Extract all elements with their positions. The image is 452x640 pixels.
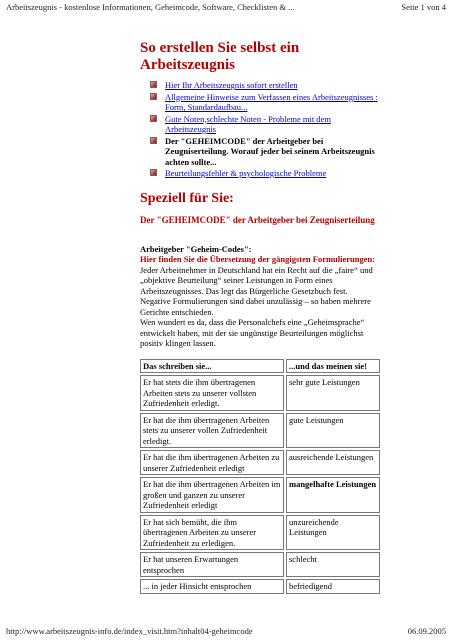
print-footer-date: 06.09.2005 bbox=[407, 626, 446, 636]
meaning-cell: gute Leistungen bbox=[286, 413, 380, 449]
section-title: Der "GEHEIMCODE" der Arbeitgeber bei Zeugniserteilung bbox=[140, 214, 375, 225]
link-list-item[interactable] bbox=[140, 92, 380, 113]
meaning-cell: ausreichende Leistungen bbox=[286, 450, 380, 475]
nav-link[interactable]: Gute Noten,schlechte Noten - Probleme mit dem Arbeitszeugnis bbox=[165, 113, 331, 134]
phrase-cell: ... in jeder Hinsicht entsprochen bbox=[140, 579, 284, 594]
phrase-cell: Er hat die ihm übertragenen Arbeiten stets zu unserer vollen Zufriedenheit erledigt. bbox=[140, 413, 284, 449]
phrase-cell: Er hat die ihm übertragenen Arbeiten zu unserer Zufriedenheit erledigt bbox=[140, 450, 284, 475]
link-list-item[interactable] bbox=[140, 168, 380, 179]
meaning-cell: mangelhafte Leistungen bbox=[286, 477, 380, 513]
meaning-cell: schlecht bbox=[286, 552, 380, 577]
table-header-phrase: Das schreiben sie... bbox=[140, 359, 284, 374]
bullet-icon bbox=[150, 81, 157, 88]
current-topic-label: Der "GEHEIMCODE" der Arbeitgeber bei Zeugniserteilung. Worauf jeder bei seinem Arbeitszeugnis achten sollte... bbox=[165, 135, 375, 167]
table-row bbox=[140, 579, 380, 594]
intro-paragraph-1: Jeder Arbeitnehmer in Deutschland hat ein Recht auf die „faire“ und „objektive Beurteilung“ seiner Leistungen in Form eines Arbeitszeugnisses. Das legt das Bürgerliche Gesetzbuch fest. Negative Formulierungen sind dabei unzulässig – so haben mehrere Gerichte entschieden. bbox=[140, 264, 373, 317]
bullet-icon bbox=[150, 93, 157, 100]
sub-title: Speziell für Sie: bbox=[140, 190, 234, 206]
phrase-cell: Er hat unseren Erwartungen entsprochen bbox=[140, 552, 284, 577]
intro-subheading: Hier finden Sie die Übersetzung der gängigsten Formulierungen: bbox=[140, 254, 376, 264]
print-header bbox=[6, 2, 446, 12]
phrase-cell: Er hat die ihm übertragenen Arbeiten im großen und ganzen zu unserer Zufriedenheit erledigt bbox=[140, 477, 284, 513]
link-list-item[interactable] bbox=[140, 114, 380, 135]
meaning-cell: sehr gute Leistungen bbox=[286, 375, 380, 411]
phrase-cell: Er hat stets die ihm übertragenen Arbeiten stets zu unserer vollsten Zufriedenheit erledigt. bbox=[140, 375, 284, 411]
table-row bbox=[140, 375, 380, 411]
meaning-cell: unzureichende Leistungen bbox=[286, 515, 380, 551]
bullet-icon bbox=[150, 137, 157, 144]
nav-link[interactable]: Allgemeine Hinweise zum Verfassen eines Arbeitszeugnisses : Form, Standardaufbau... bbox=[165, 91, 378, 112]
table-row bbox=[140, 413, 380, 449]
table-row bbox=[140, 552, 380, 577]
print-header-title: Arbeitszeugnis - kostenlose Informationen, Geheimcode, Software, Checklisten & ... bbox=[6, 2, 295, 12]
page-content bbox=[140, 40, 380, 596]
nav-link[interactable]: Beurteilungsfehler & psychologische Probleme bbox=[165, 168, 327, 178]
main-title: So erstellen Sie selbst ein Arbeitszeugnis bbox=[140, 40, 300, 73]
meaning-cell: befriedigend bbox=[286, 579, 380, 594]
bullet-icon bbox=[150, 169, 157, 176]
link-list bbox=[140, 80, 380, 179]
link-list-item bbox=[140, 136, 380, 168]
intro-paragraph-2: Wen wundert es da, dass die Personalchefs eine „Geheimsprache“ entwickelt haben, mit der sie ungünstige Beurteilungen möglichst positiv klingen lassen. bbox=[140, 317, 365, 348]
intro-heading: Arbeitgeber "Geheim-Codes": bbox=[140, 243, 252, 254]
phrase-cell: Er hat sich bemüht, die ihm übertragenen Arbeiten zu unserer Zufriedenheit zu erledigen. bbox=[140, 515, 284, 551]
print-footer-url: http://www.arbeitszeugnis-info.de/index_visit.htm?inhalt04-geheimcode bbox=[6, 626, 253, 636]
table-row bbox=[140, 477, 380, 513]
table-header-row bbox=[140, 359, 380, 374]
table-row bbox=[140, 450, 380, 475]
print-header-page: Seite 1 von 4 bbox=[401, 2, 446, 12]
link-list-item[interactable] bbox=[140, 80, 380, 91]
geheimcode-table bbox=[138, 357, 382, 596]
nav-link[interactable]: Hier Ihr Arbeitszeugnis sofort erstellen bbox=[165, 80, 298, 90]
table-header-meaning: ...und das meinen sie! bbox=[286, 359, 380, 374]
print-footer bbox=[6, 626, 446, 636]
table-row bbox=[140, 515, 380, 551]
bullet-icon bbox=[150, 115, 157, 122]
